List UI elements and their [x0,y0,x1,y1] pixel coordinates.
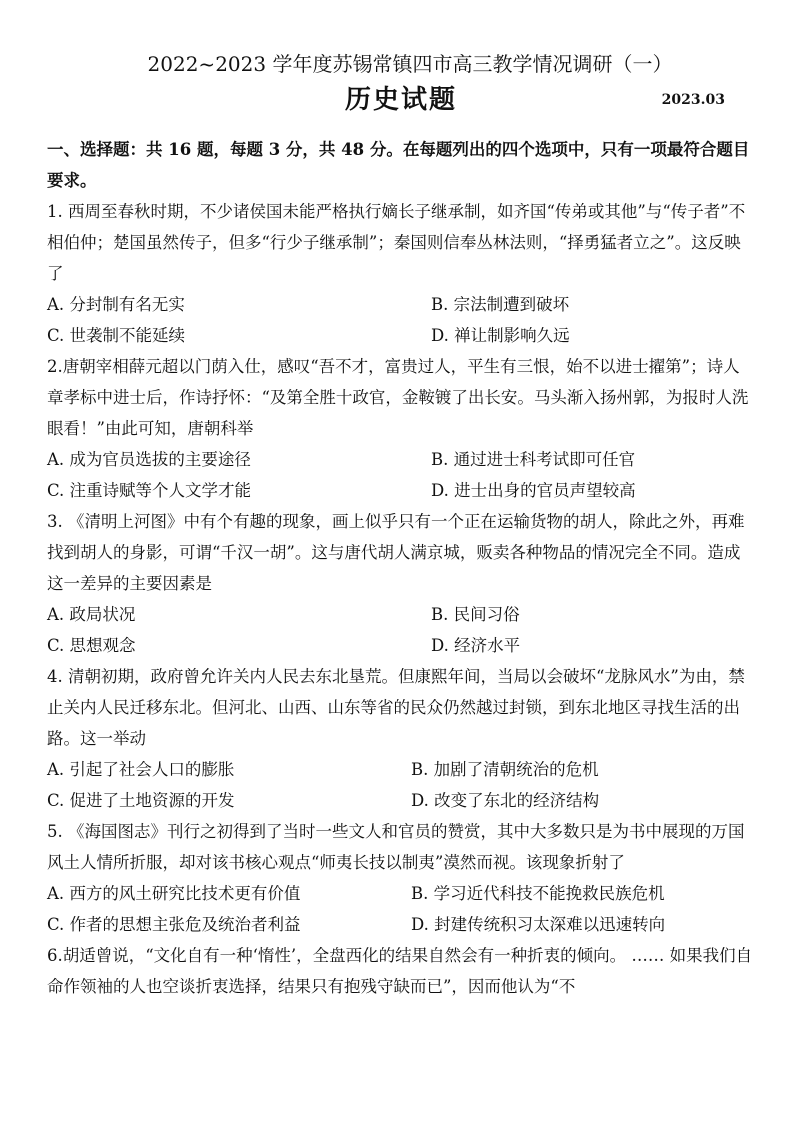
option-d: D. 经济水平 [431,636,521,655]
option-c: C. 作者的思想主张危及统治者利益 [47,915,301,934]
options [47,878,755,940]
question-text: 2.唐朝宰相薛元超以门荫入仕，感叹“吾不才，富贵过人，平生有三恨，始不以进士擢第”；诗人章孝标中进士后，作诗抒怀：“及第全胜十政官，金鞍镀了出长安。马头渐入扬州郭，为报时人洗眼看！”由此可知，唐朝科举 [47,357,749,438]
option-b: B. 学习近代科技不能挽救民族危机 [411,884,665,903]
options [47,754,755,816]
exam-page [47,50,755,1002]
option-a: A. 西方的风土研究比技术更有价值 [47,884,301,903]
option-b: B. 宗法制遭到破坏 [431,295,570,314]
question-3 [47,506,755,661]
option-b: B. 加剧了清朝统治的危机 [411,760,599,779]
options [47,289,755,351]
option-c: C. 促进了土地资源的开发 [47,791,235,810]
option-d: D. 禅让制影响久远 [431,326,570,345]
question-text: 5. 《海国图志》刊行之初得到了当时一些文人和官员的赞赏，其中大多数只是为书中展现的万国风土人情所折服，却对该书核心观点“师夷长技以制夷”漠然而视。该现象折射了 [47,822,745,872]
options [47,599,755,661]
option-c: C. 注重诗赋等个人文学才能 [47,481,252,500]
option-c: C. 思想观念 [47,636,136,655]
question-text: 6.胡适曾说，“文化自有一种‘惰性’，全盘西化的结果自然会有一种折衷的倾向。 …… 如果我们自命作领袖的人也空谈折衷选择，结果只有抱残守缺而已”，因而他认为“不 [47,946,753,996]
exam-date: 2023.03 [661,92,725,108]
option-a: A. 政局状况 [47,605,136,624]
option-d: D. 改变了东北的经济结构 [411,791,600,810]
question-5 [47,816,755,940]
option-b: B. 民间习俗 [431,605,520,624]
question-4 [47,661,755,816]
option-c: C. 世袭制不能延续 [47,326,186,345]
question-2 [47,351,755,506]
exam-header: 2022~2023 学年度苏锡常镇四市高三教学情况调研（一） [147,52,673,76]
question-text: 4. 清朝初期，政府曾允许关内人民去东北垦荒。但康熙年间，当局以会破坏“龙脉风水”为由，禁止关内人民迁移东北。但河北、山西、山东等省的民众仍然越过封锁，到东北地区寻找生活的出路。这一举动 [47,667,745,748]
question-text: 1. 西周至春秋时期，不少诸侯国未能严格执行嫡长子继承制，如齐国“传弟或其他”与“传子者”不相伯仲；楚国虽然传子，但多“行少子继承制”；秦国则信奉丛林法则，“择勇猛者立之”。这反映了 [47,202,746,283]
section-heading: 一、选择题：共 16 题，每题 3 分，共 48 分。在每题列出的四个选项中，只有一项最符合题目要求。 [47,140,750,190]
question-6 [47,940,755,1002]
question-text: 3. 《清明上河图》中有个有趣的现象，画上似乎只有一个正在运输货物的胡人，除此之外，再难找到胡人的身影，可谓“千汉一胡”。这与唐代胡人满京城，贩卖各种物品的情况完全不同。造成这一差异的主要因素是 [47,512,745,593]
option-d: D. 封建传统积习太深难以迅速转向 [411,915,666,934]
options [47,444,755,506]
option-b: B. 通过进士科考试即可任官 [431,450,636,469]
subject-title: 历史试题 [344,85,457,115]
option-a: A. 引起了社会人口的膨胀 [47,760,235,779]
option-d: D. 进士出身的官员声望较高 [431,481,636,500]
option-a: A. 成为官员选拔的主要途径 [47,450,251,469]
option-a: A. 分封制有名无实 [47,295,185,314]
question-1 [47,196,755,351]
title-row [47,82,755,120]
